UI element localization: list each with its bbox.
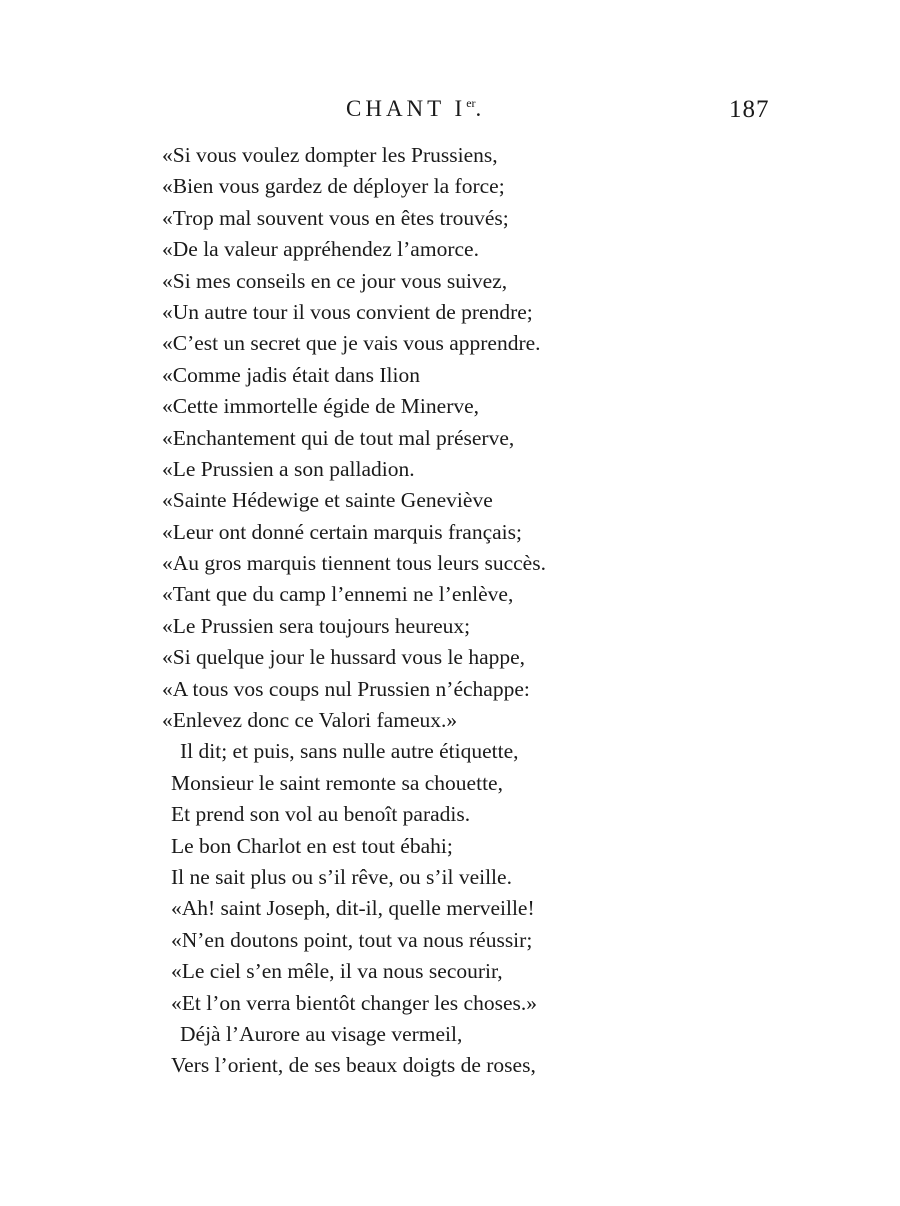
verse-line: «Si quelque jour le hussard vous le happe, (162, 645, 526, 670)
verse-line: «De la valeur appréhendez l’amorce. (162, 237, 479, 262)
verse-line: «N’en doutons point, tout va nous réussir; (171, 927, 533, 952)
verse-line-indented: Déjà l’Aurore au visage vermeil, (180, 1021, 463, 1046)
verse-body (162, 140, 782, 1082)
verse-line: «Bien vous gardez de déployer la force; (162, 174, 505, 199)
verse-line: Il ne sait plus ou s’il rêve, ou s’il veille. (171, 864, 512, 889)
verse-line: «Cette immortelle égide de Minerve, (162, 394, 480, 419)
verse-line: «Si vous voulez dompter les Prussiens, (162, 143, 498, 167)
verse-line: Monsieur le saint remonte sa chouette, (171, 770, 503, 795)
verse-line: «Et l’on verra bientôt changer les choses.» (171, 990, 537, 1015)
verse-line-indented: Il dit; et puis, sans nulle autre étiquette, (180, 739, 519, 764)
verse-line: Le bon Charlot en est tout ébahi; (171, 833, 453, 858)
running-head (0, 96, 900, 130)
verse-line: «Leur ont donné certain marquis français; (162, 519, 522, 544)
verse-line: «Le Prussien sera toujours heureux; (162, 613, 471, 638)
verse-line: «Le ciel s’en mêle, il va nous secourir, (171, 959, 503, 984)
verse-line: «Si mes conseils en ce jour vous suivez, (162, 268, 508, 293)
verse-line: «Tant que du camp l’ennemi ne l’enlève, (162, 582, 514, 607)
verse-line: Et prend son vol au benoît paradis. (171, 802, 471, 827)
verse-line: «Ah! saint Joseph, dit-il, quelle merveille! (171, 896, 535, 921)
verse-line: Vers l’orient, de ses beaux doigts de roses, (171, 1053, 536, 1078)
verse-line: «A tous vos coups nul Prussien n’échappe: (162, 676, 530, 701)
chant-title-superscript: er (466, 96, 476, 110)
verse-line: «Enchantement qui de tout mal préserve, (162, 425, 515, 450)
verse-line: «Trop mal souvent vous en êtes trouvés; (162, 205, 509, 230)
verse-line: «C’est un secret que je vais vous apprendre. (162, 331, 541, 356)
verse-line: «Le Prussien a son palladion. (162, 456, 415, 481)
verse-line: «Enlevez donc ce Valori fameux.» (162, 708, 458, 733)
chant-title-text: CHANT I (346, 96, 467, 121)
verse-line: «Un autre tour il vous convient de prendre; (162, 299, 533, 324)
verse-line: «Comme jadis était dans Ilion (162, 362, 420, 387)
page-number: 187 (729, 96, 770, 123)
chant-title-period: . (475, 96, 482, 121)
verse-line: «Sainte Hédewige et sainte Geneviève (162, 488, 493, 513)
verse-line: «Au gros marquis tiennent tous leurs succès. (162, 551, 546, 576)
chant-title (346, 96, 481, 122)
